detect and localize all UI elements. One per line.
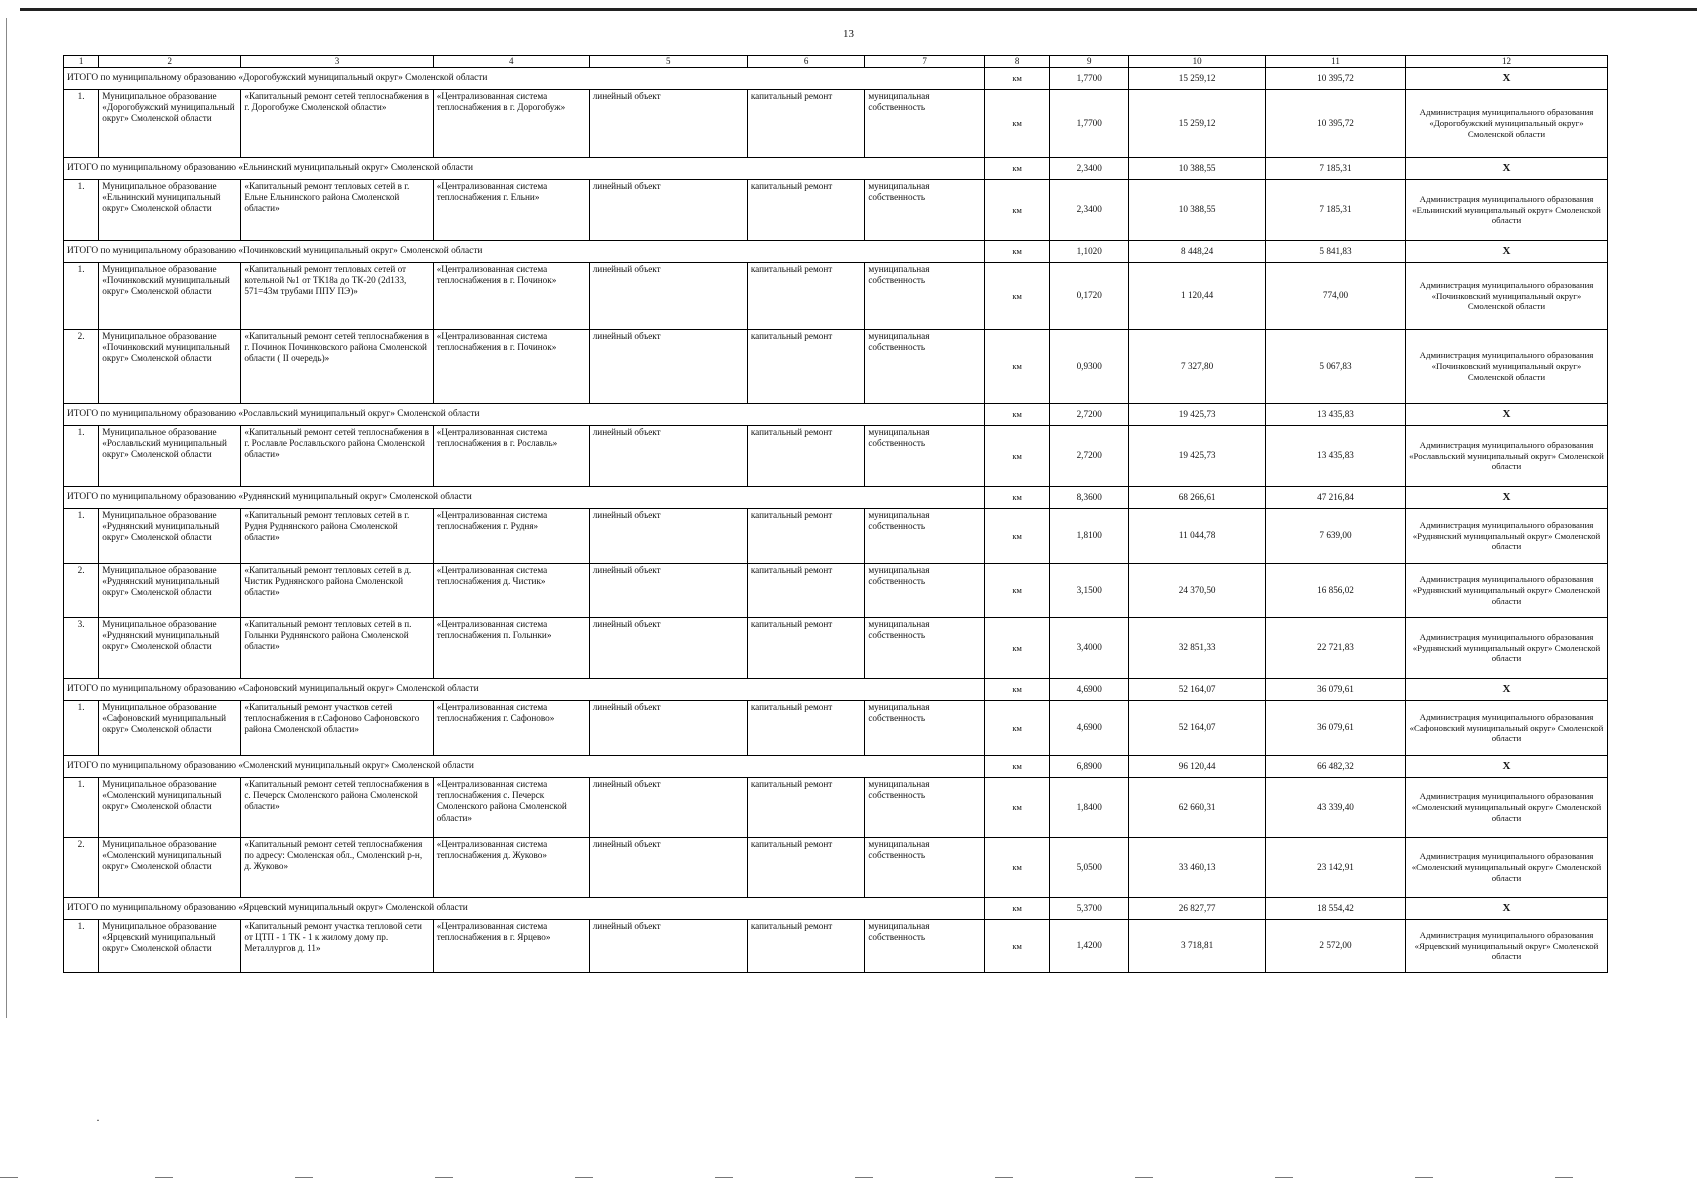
- subtotal-mark: X: [1405, 756, 1607, 778]
- subtotal-length: 1,7700: [1050, 68, 1129, 90]
- length-value: 1,4200: [1050, 920, 1129, 973]
- fund-cost: 23 142,91: [1266, 838, 1406, 898]
- subtotal-length: 8,3600: [1050, 487, 1129, 509]
- event-name: «Капитальный ремонт тепловых сетей в г. Ельне Ельнинского района Смоленской области»: [241, 180, 433, 241]
- subtotal-mark: X: [1405, 158, 1607, 180]
- subtotal-unit: км: [985, 756, 1050, 778]
- administrator: Администрация муниципального образования «Сафоновский муниципальный округ» Смоленской области: [1405, 701, 1607, 756]
- work-type: капитальный ремонт: [747, 180, 865, 241]
- subtotal-mark: X: [1405, 487, 1607, 509]
- column-number: 12: [1405, 56, 1607, 68]
- subtotal-row: [64, 68, 1608, 90]
- administrator: Администрация муниципального образования «Починковский муниципальный округ» Смоленской области: [1405, 330, 1607, 404]
- heat-system-name: «Централизованная система теплоснабжения г. Рудня»: [433, 509, 589, 564]
- municipality-name: Муниципальное образование «Дорогобужский муниципальный округ» Смоленской области: [99, 90, 241, 158]
- fund-cost: 2 572,00: [1266, 920, 1406, 973]
- event-name: «Капитальный ремонт участка тепловой сети от ЦТП - 1 ТК - 1 к жилому дому пр. Металлургов д. 11»: [241, 920, 433, 973]
- subtotal-row: [64, 404, 1608, 426]
- fund-cost: 5 067,83: [1266, 330, 1406, 404]
- event-name: «Капитальный ремонт участков сетей теплоснабжения в г.Сафоново Сафоновского района Смоленской области»: [241, 701, 433, 756]
- municipality-name: Муниципальное образование «Руднянский муниципальный округ» Смоленской области: [99, 618, 241, 679]
- municipality-name: Муниципальное образование «Починковский муниципальный округ» Смоленской области: [99, 263, 241, 330]
- subtotal-row: [64, 756, 1608, 778]
- column-number: 11: [1266, 56, 1406, 68]
- column-number-row: [64, 56, 1608, 68]
- column-number: 10: [1129, 56, 1266, 68]
- row-number: 1.: [64, 426, 99, 487]
- table-row: [64, 778, 1608, 838]
- municipality-name: Муниципальное образование «Руднянский муниципальный округ» Смоленской области: [99, 509, 241, 564]
- ownership: муниципальная собственность: [865, 838, 985, 898]
- subtotal-row: [64, 679, 1608, 701]
- total-cost: 15 259,12: [1129, 90, 1266, 158]
- event-name: «Капитальный ремонт тепловых сетей в д. Чистик Руднянского района Смоленской области»: [241, 564, 433, 618]
- subtotal-total-cost: 8 448,24: [1129, 241, 1266, 263]
- column-number: 6: [747, 56, 865, 68]
- event-name: «Капитальный ремонт сетей теплоснабжения в с. Печерск Смоленского района Смоленской области»: [241, 778, 433, 838]
- total-cost: 1 120,44: [1129, 263, 1266, 330]
- event-name: «Капитальный ремонт сетей теплоснабжения в г. Рославле Рославльского района Смоленской области»: [241, 426, 433, 487]
- event-name: «Капитальный ремонт сетей теплоснабжения в г. Починок Починковского района Смоленской области ( II очередь)»: [241, 330, 433, 404]
- unit: км: [985, 778, 1050, 838]
- subtotal-mark: X: [1405, 68, 1607, 90]
- fund-cost: 10 395,72: [1266, 90, 1406, 158]
- subtotal-fund-cost: 47 216,84: [1266, 487, 1406, 509]
- subtotal-unit: км: [985, 898, 1050, 920]
- column-number: 3: [241, 56, 433, 68]
- row-number: 1.: [64, 920, 99, 973]
- object-type: линейный объект: [589, 618, 747, 679]
- subtotal-fund-cost: 66 482,32: [1266, 756, 1406, 778]
- column-number: 8: [985, 56, 1050, 68]
- fund-cost: 36 079,61: [1266, 701, 1406, 756]
- subtotal-total-cost: 15 259,12: [1129, 68, 1266, 90]
- event-name: «Капитальный ремонт сетей теплоснабжения по адресу: Смоленская обл., Смоленский р-н, д. Жуково»: [241, 838, 433, 898]
- event-name: «Капитальный ремонт тепловых сетей от котельной №1 от ТК18а до ТК-20 (2d133, 571=43м трубами ППУ ПЭ)»: [241, 263, 433, 330]
- subtotal-row: [64, 898, 1608, 920]
- ownership: муниципальная собственность: [865, 920, 985, 973]
- row-number: 3.: [64, 618, 99, 679]
- work-type: капитальный ремонт: [747, 509, 865, 564]
- subtotal-mark: X: [1405, 241, 1607, 263]
- footer-dashes: [0, 1177, 1697, 1179]
- row-number: 1.: [64, 778, 99, 838]
- total-cost: 33 460,13: [1129, 838, 1266, 898]
- heat-system-name: «Централизованная система теплоснабжения д. Жуково»: [433, 838, 589, 898]
- unit: км: [985, 263, 1050, 330]
- table-row: [64, 701, 1608, 756]
- subtotal-title: ИТОГО по муниципальному образованию «Починковский муниципальный округ» Смоленской области: [64, 241, 985, 263]
- subtotal-unit: км: [985, 487, 1050, 509]
- municipality-name: Муниципальное образование «Сафоновский муниципальный округ» Смоленской области: [99, 701, 241, 756]
- administrator: Администрация муниципального образования «Руднянский муниципальный округ» Смоленской области: [1405, 618, 1607, 679]
- length-value: 1,8400: [1050, 778, 1129, 838]
- subtotal-title: ИТОГО по муниципальному образованию «Смоленский муниципальный округ» Смоленской области: [64, 756, 985, 778]
- row-number: 2.: [64, 330, 99, 404]
- ownership: муниципальная собственность: [865, 778, 985, 838]
- municipality-name: Муниципальное образование «Ярцевский муниципальный округ» Смоленской области: [99, 920, 241, 973]
- municipality-name: Муниципальное образование «Ельнинский муниципальный округ» Смоленской области: [99, 180, 241, 241]
- work-type: капитальный ремонт: [747, 90, 865, 158]
- fund-cost: 16 856,02: [1266, 564, 1406, 618]
- administrator: Администрация муниципального образования «Починковский муниципальный округ» Смоленской области: [1405, 263, 1607, 330]
- subtotal-total-cost: 52 164,07: [1129, 679, 1266, 701]
- subtotal-length: 1,1020: [1050, 241, 1129, 263]
- subtotal-unit: км: [985, 679, 1050, 701]
- object-type: линейный объект: [589, 90, 747, 158]
- work-type: капитальный ремонт: [747, 263, 865, 330]
- column-number: 7: [865, 56, 985, 68]
- row-number: 2.: [64, 838, 99, 898]
- page-number: 13: [843, 28, 854, 40]
- heat-system-name: «Централизованная система теплоснабжения в г. Починок»: [433, 330, 589, 404]
- fund-cost: 13 435,83: [1266, 426, 1406, 487]
- table-row: [64, 330, 1608, 404]
- subtotal-total-cost: 96 120,44: [1129, 756, 1266, 778]
- length-value: 0,9300: [1050, 330, 1129, 404]
- administrator: Администрация муниципального образования «Рославльский муниципальный округ» Смоленской области: [1405, 426, 1607, 487]
- subtotal-length: 4,6900: [1050, 679, 1129, 701]
- heat-system-name: «Централизованная система теплоснабжения д. Чистик»: [433, 564, 589, 618]
- heat-system-name: «Централизованная система теплоснабжения п. Голынки»: [433, 618, 589, 679]
- administrator: Администрация муниципального образования «Смоленский муниципальный округ» Смоленской области: [1405, 838, 1607, 898]
- object-type: линейный объект: [589, 838, 747, 898]
- length-value: 4,6900: [1050, 701, 1129, 756]
- total-cost: 24 370,50: [1129, 564, 1266, 618]
- municipality-name: Муниципальное образование «Рославльский муниципальный округ» Смоленской области: [99, 426, 241, 487]
- subtotal-fund-cost: 36 079,61: [1266, 679, 1406, 701]
- subtotal-row: [64, 241, 1608, 263]
- unit: км: [985, 838, 1050, 898]
- subtotal-row: [64, 158, 1608, 180]
- subtotal-fund-cost: 7 185,31: [1266, 158, 1406, 180]
- subtotal-fund-cost: 10 395,72: [1266, 68, 1406, 90]
- unit: км: [985, 330, 1050, 404]
- table-row: [64, 564, 1608, 618]
- table-row: [64, 90, 1608, 158]
- heat-system-name: «Централизованная система теплоснабжения в г. Починок»: [433, 263, 589, 330]
- unit: км: [985, 509, 1050, 564]
- object-type: линейный объект: [589, 564, 747, 618]
- scan-dot: ·: [96, 1113, 100, 1127]
- ownership: муниципальная собственность: [865, 426, 985, 487]
- subtotal-total-cost: 26 827,77: [1129, 898, 1266, 920]
- table-row: [64, 180, 1608, 241]
- register-table: [63, 55, 1608, 973]
- column-number: 5: [589, 56, 747, 68]
- table-body: [64, 56, 1608, 973]
- unit: км: [985, 564, 1050, 618]
- municipality-name: Муниципальное образование «Смоленский муниципальный округ» Смоленской области: [99, 778, 241, 838]
- administrator: Администрация муниципального образования «Руднянский муниципальный округ» Смоленской области: [1405, 564, 1607, 618]
- object-type: линейный объект: [589, 330, 747, 404]
- unit: км: [985, 90, 1050, 158]
- work-type: капитальный ремонт: [747, 618, 865, 679]
- subtotal-title: ИТОГО по муниципальному образованию «Ельнинский муниципальный округ» Смоленской области: [64, 158, 985, 180]
- subtotal-title: ИТОГО по муниципальному образованию «Ярцевский муниципальный округ» Смоленской области: [64, 898, 985, 920]
- subtotal-fund-cost: 13 435,83: [1266, 404, 1406, 426]
- total-cost: 52 164,07: [1129, 701, 1266, 756]
- length-value: 3,1500: [1050, 564, 1129, 618]
- object-type: линейный объект: [589, 426, 747, 487]
- length-value: 0,1720: [1050, 263, 1129, 330]
- administrator: Администрация муниципального образования «Смоленский муниципальный округ» Смоленской области: [1405, 778, 1607, 838]
- table-row: [64, 920, 1608, 973]
- subtotal-title: ИТОГО по муниципальному образованию «Руднянский муниципальный округ» Смоленской области: [64, 487, 985, 509]
- ownership: муниципальная собственность: [865, 509, 985, 564]
- work-type: капитальный ремонт: [747, 426, 865, 487]
- ownership: муниципальная собственность: [865, 180, 985, 241]
- heat-system-name: «Централизованная система теплоснабжения г. Сафоново»: [433, 701, 589, 756]
- fund-cost: 22 721,83: [1266, 618, 1406, 679]
- row-number: 1.: [64, 263, 99, 330]
- total-cost: 11 044,78: [1129, 509, 1266, 564]
- column-number: 4: [433, 56, 589, 68]
- length-value: 3,4000: [1050, 618, 1129, 679]
- ownership: муниципальная собственность: [865, 701, 985, 756]
- subtotal-title: ИТОГО по муниципальному образованию «Сафоновский муниципальный округ» Смоленской области: [64, 679, 985, 701]
- ownership: муниципальная собственность: [865, 618, 985, 679]
- subtotal-unit: км: [985, 404, 1050, 426]
- fund-cost: 7 639,00: [1266, 509, 1406, 564]
- object-type: линейный объект: [589, 778, 747, 838]
- administrator: Администрация муниципального образования «Ярцевский муниципальный округ» Смоленской области: [1405, 920, 1607, 973]
- subtotal-unit: км: [985, 158, 1050, 180]
- unit: км: [985, 426, 1050, 487]
- total-cost: 62 660,31: [1129, 778, 1266, 838]
- table-row: [64, 838, 1608, 898]
- subtotal-mark: X: [1405, 679, 1607, 701]
- heat-system-name: «Централизованная система теплоснабжения в г. Ярцево»: [433, 920, 589, 973]
- work-type: капитальный ремонт: [747, 701, 865, 756]
- length-value: 1,8100: [1050, 509, 1129, 564]
- object-type: линейный объект: [589, 180, 747, 241]
- subtotal-length: 2,7200: [1050, 404, 1129, 426]
- ownership: муниципальная собственность: [865, 564, 985, 618]
- subtotal-title: ИТОГО по муниципальному образованию «Рославльский муниципальный округ» Смоленской области: [64, 404, 985, 426]
- length-value: 5,0500: [1050, 838, 1129, 898]
- heat-system-name: «Централизованная система теплоснабжения г. Ельни»: [433, 180, 589, 241]
- municipality-name: Муниципальное образование «Смоленский муниципальный округ» Смоленской области: [99, 838, 241, 898]
- subtotal-total-cost: 10 388,55: [1129, 158, 1266, 180]
- row-number: 1.: [64, 90, 99, 158]
- administrator: Администрация муниципального образования «Ельнинский муниципальный округ» Смоленской области: [1405, 180, 1607, 241]
- object-type: линейный объект: [589, 509, 747, 564]
- heat-system-name: «Централизованная система теплоснабжения в г. Дорогобуж»: [433, 90, 589, 158]
- work-type: капитальный ремонт: [747, 778, 865, 838]
- subtotal-title: ИТОГО по муниципальному образованию «Дорогобужский муниципальный округ» Смоленской области: [64, 68, 985, 90]
- unit: км: [985, 701, 1050, 756]
- left-scan-edge: [6, 18, 7, 1018]
- work-type: капитальный ремонт: [747, 838, 865, 898]
- table-row: [64, 618, 1608, 679]
- table-row: [64, 509, 1608, 564]
- work-type: капитальный ремонт: [747, 564, 865, 618]
- subtotal-mark: X: [1405, 404, 1607, 426]
- event-name: «Капитальный ремонт тепловых сетей в г. Рудня Руднянского района Смоленской области»: [241, 509, 433, 564]
- heat-system-name: «Централизованная система теплоснабжения с. Печерск Смоленского района Смоленской области»: [433, 778, 589, 838]
- length-value: 2,3400: [1050, 180, 1129, 241]
- row-number: 1.: [64, 509, 99, 564]
- municipality-name: Муниципальное образование «Руднянский муниципальный округ» Смоленской области: [99, 564, 241, 618]
- column-number: 1: [64, 56, 99, 68]
- work-type: капитальный ремонт: [747, 330, 865, 404]
- subtotal-length: 2,3400: [1050, 158, 1129, 180]
- subtotal-row: [64, 487, 1608, 509]
- subtotal-total-cost: 68 266,61: [1129, 487, 1266, 509]
- municipality-name: Муниципальное образование «Починковский муниципальный округ» Смоленской области: [99, 330, 241, 404]
- fund-cost: 774,00: [1266, 263, 1406, 330]
- subtotal-length: 6,8900: [1050, 756, 1129, 778]
- subtotal-unit: км: [985, 241, 1050, 263]
- length-value: 2,7200: [1050, 426, 1129, 487]
- row-number: 1.: [64, 180, 99, 241]
- fund-cost: 43 339,40: [1266, 778, 1406, 838]
- row-number: 1.: [64, 701, 99, 756]
- ownership: муниципальная собственность: [865, 90, 985, 158]
- total-cost: 19 425,73: [1129, 426, 1266, 487]
- subtotal-fund-cost: 18 554,42: [1266, 898, 1406, 920]
- heat-system-name: «Централизованная система теплоснабжения в г. Рославль»: [433, 426, 589, 487]
- length-value: 1,7700: [1050, 90, 1129, 158]
- total-cost: 10 388,55: [1129, 180, 1266, 241]
- unit: км: [985, 180, 1050, 241]
- object-type: линейный объект: [589, 263, 747, 330]
- subtotal-fund-cost: 5 841,83: [1266, 241, 1406, 263]
- event-name: «Капитальный ремонт тепловых сетей в п. Голынки Руднянского района Смоленской области»: [241, 618, 433, 679]
- object-type: линейный объект: [589, 701, 747, 756]
- table-row: [64, 426, 1608, 487]
- total-cost: 32 851,33: [1129, 618, 1266, 679]
- ownership: муниципальная собственность: [865, 263, 985, 330]
- row-number: 2.: [64, 564, 99, 618]
- fund-cost: 7 185,31: [1266, 180, 1406, 241]
- object-type: линейный объект: [589, 920, 747, 973]
- administrator: Администрация муниципального образования «Руднянский муниципальный округ» Смоленской области: [1405, 509, 1607, 564]
- column-number: 2: [99, 56, 241, 68]
- subtotal-length: 5,3700: [1050, 898, 1129, 920]
- total-cost: 3 718,81: [1129, 920, 1266, 973]
- subtotal-mark: X: [1405, 898, 1607, 920]
- unit: км: [985, 920, 1050, 973]
- top-border-line: [20, 8, 1697, 11]
- ownership: муниципальная собственность: [865, 330, 985, 404]
- total-cost: 7 327,80: [1129, 330, 1266, 404]
- column-number: 9: [1050, 56, 1129, 68]
- subtotal-unit: км: [985, 68, 1050, 90]
- administrator: Администрация муниципального образования «Дорогобужский муниципальный округ» Смоленской области: [1405, 90, 1607, 158]
- subtotal-total-cost: 19 425,73: [1129, 404, 1266, 426]
- work-type: капитальный ремонт: [747, 920, 865, 973]
- event-name: «Капитальный ремонт сетей теплоснабжения в г. Дорогобуже Смоленской области»: [241, 90, 433, 158]
- table-row: [64, 263, 1608, 330]
- unit: км: [985, 618, 1050, 679]
